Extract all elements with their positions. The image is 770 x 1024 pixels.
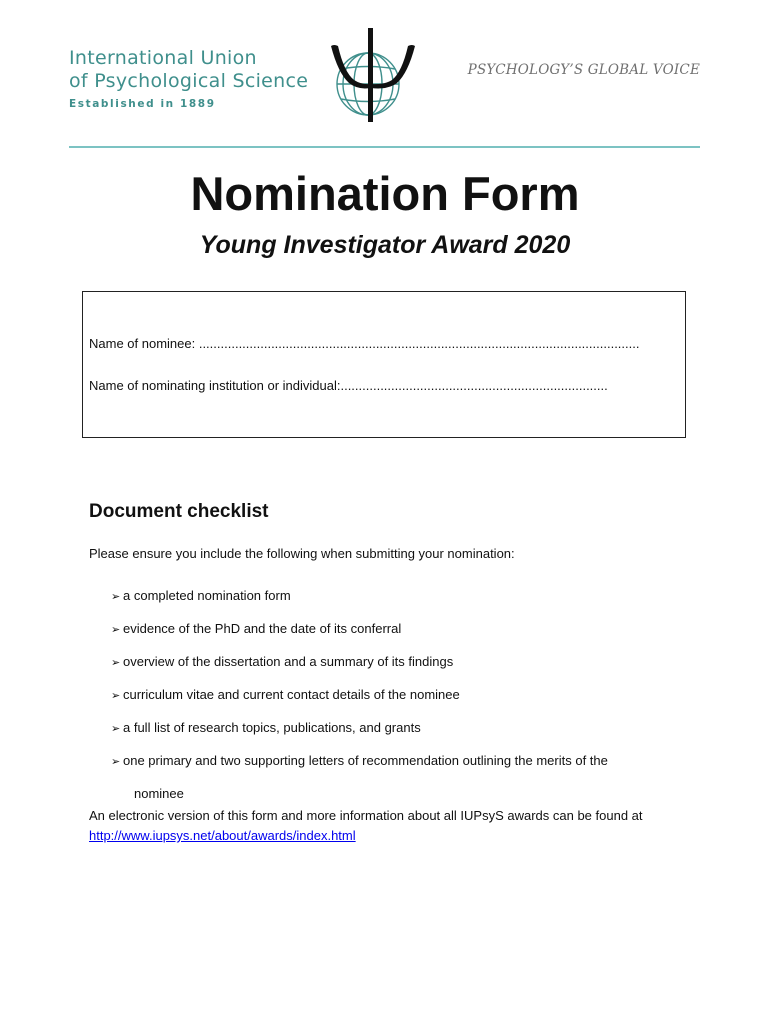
org-name-line2: of Psychological Science [69, 70, 309, 92]
awards-link[interactable]: http://www.iupsys.net/about/awards/index.html [89, 828, 356, 843]
checklist-item-text: curriculum vitae and current contact details of the nominee [123, 687, 460, 702]
arrow-bullet-icon: ➢ [111, 623, 121, 636]
page-subtitle: Young Investigator Award 2020 [199, 231, 571, 259]
checklist-item-text: a completed nomination form [123, 588, 291, 603]
checklist-item-text: one primary and two supporting letters of recommendation outlining the merits of the [123, 753, 608, 768]
org-name-line1: International Union [69, 47, 257, 69]
list-item-continuation: nominee [134, 786, 184, 801]
list-item [111, 612, 671, 645]
checklist-item-text: overview of the dissertation and a summary of its findings [123, 654, 454, 669]
tagline: PSYCHOLOGY’S GLOBAL VOICE [467, 62, 700, 78]
list-item [111, 579, 671, 612]
list-item [111, 678, 671, 711]
document-checklist [111, 579, 671, 810]
checklist-intro: Please ensure you include the following when submitting your nomination: [89, 546, 515, 561]
arrow-bullet-icon: ➢ [111, 689, 121, 702]
nominee-name-field[interactable]: Name of nominee: .......................................................................................................................... [89, 336, 640, 351]
arrow-bullet-icon: ➢ [111, 590, 121, 603]
org-established: Established in 1889 [69, 98, 216, 110]
nominating-institution-field[interactable]: Name of nominating institution or individual:.......................................................................... [89, 378, 608, 393]
list-item [111, 711, 671, 744]
arrow-bullet-icon: ➢ [111, 755, 121, 768]
page-title: Nomination Form [190, 167, 580, 220]
arrow-bullet-icon: ➢ [111, 722, 121, 735]
checklist-item-text: a full list of research topics, publications, and grants [123, 720, 421, 735]
psi-globe-icon [330, 26, 416, 124]
checklist-item-text: evidence of the PhD and the date of its conferral [123, 621, 402, 636]
checklist-heading: Document checklist [89, 501, 269, 522]
list-item [111, 645, 671, 678]
list-item [111, 744, 671, 777]
footer-text: An electronic version of this form and more information about all IUPsyS awards can be found at [89, 808, 643, 823]
arrow-bullet-icon: ➢ [111, 656, 121, 669]
header-divider [69, 146, 700, 148]
nomination-details-box [82, 291, 686, 438]
